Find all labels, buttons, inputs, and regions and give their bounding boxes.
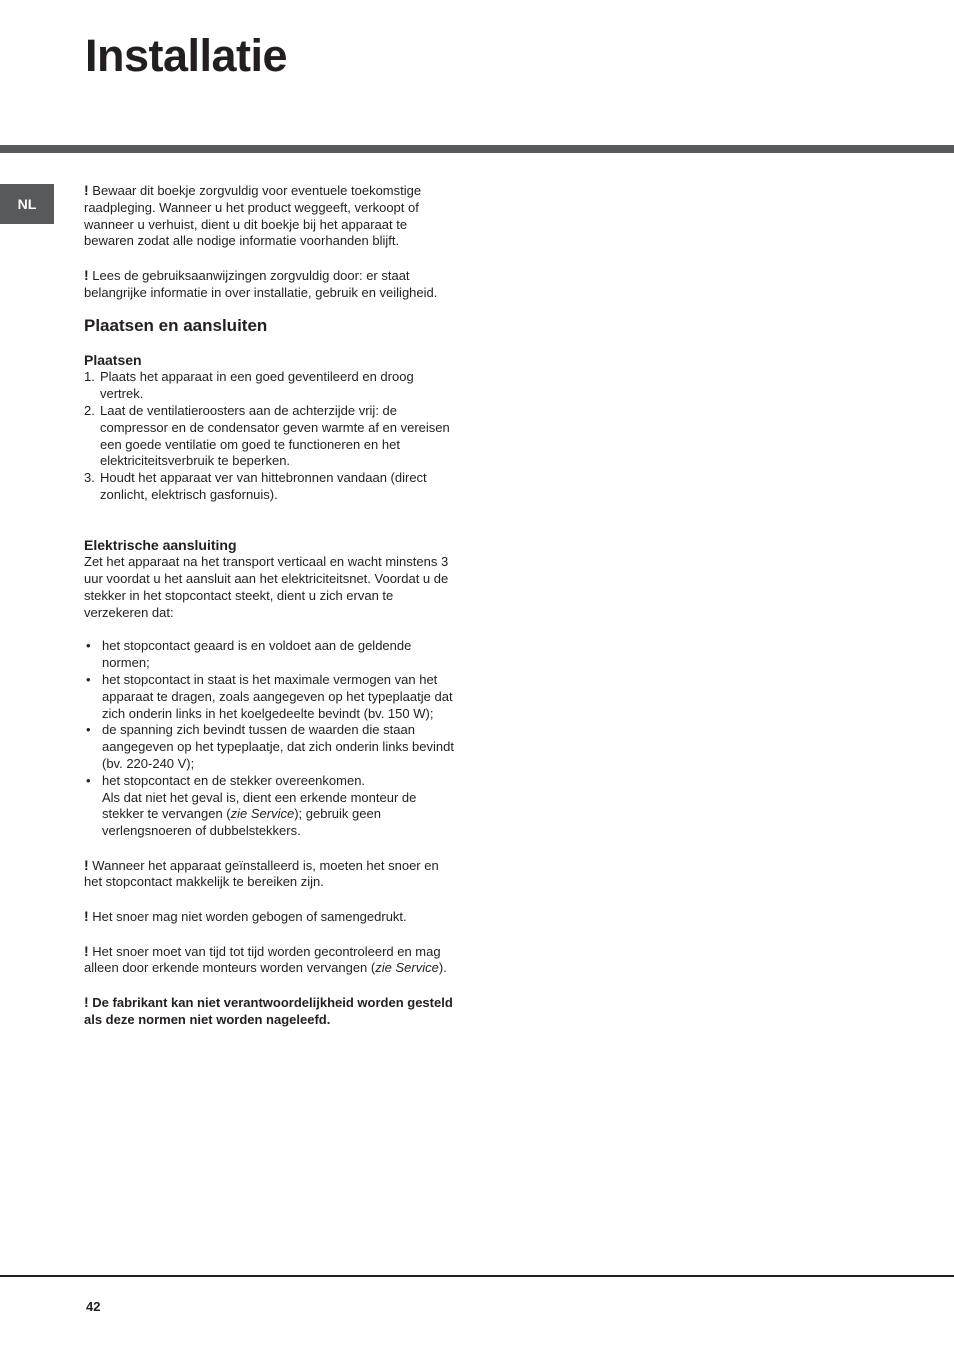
notice-text: De fabrikant kan niet verantwoordelijkheid worden gesteld als deze normen niet worden nageleefd. xyxy=(84,995,453,1027)
bullet-mark: • xyxy=(86,671,91,687)
warning-mark: ! xyxy=(84,856,89,873)
step-text: Plaats het apparaat in een goed geventileerd en droog vertrek. xyxy=(100,369,414,402)
bullet-text: de spanning zich bevindt tussen de waarden die staan aangegeven op het typeplaatje, dat zich onderin links bevindt (bv. 220-240 V); xyxy=(102,722,454,771)
bullet-mark: • xyxy=(86,772,91,788)
notice-read-instructions xyxy=(84,267,460,302)
notice-cable-bend xyxy=(84,908,460,926)
bullet-text: ); gebruik geen verlengsnoeren of dubbelstekkers. xyxy=(102,806,381,839)
bullet-text: Als dat niet het geval is, dient een erkende monteur de stekker te vervangen ( xyxy=(102,789,417,822)
notice-text: Het snoer mag niet worden gebogen of samengedrukt. xyxy=(92,909,407,925)
list-item xyxy=(84,369,460,403)
bullet-text: het stopcontact geaard is en voldoet aan de geldende normen; xyxy=(102,638,412,671)
notice-text: Het snoer moet van tijd tot tijd worden gecontroleerd en mag alleen door erkende monteurs worden vervangen ( xyxy=(84,943,441,976)
list-item xyxy=(84,403,460,470)
notice-text: Wanneer het apparaat geïnstalleerd is, moeten het snoer en het stopcontact makkelijk te bereiken zijn. xyxy=(84,857,439,890)
electrical-checklist xyxy=(84,638,460,840)
warning-mark: ! xyxy=(84,994,89,1011)
notice-text: Bewaar dit boekje zorgvuldig voor eventuele toekomstige raadpleging. Wanneer u het product weggeeft, verkoopt of wanneer u verhuist, dient u dit boekje bij het apparaat te bewaren zodat alle nodige informatie voorhanden blijft. xyxy=(84,183,422,249)
warning-mark: ! xyxy=(84,266,89,283)
list-item xyxy=(84,638,460,672)
list-item xyxy=(84,470,460,504)
step-text: Laat de ventilatieroosters aan de achterzijde vrij: de compressor en de condensator geven warmte af en vereisen een goede ventilatie om goed te functioneren en het elektriciteitsverbruik te beperken. xyxy=(100,402,450,469)
subsection-title-electrical: Elektrische aansluiting xyxy=(84,537,237,554)
language-tab: NL xyxy=(0,184,54,224)
footer-divider xyxy=(0,1275,954,1277)
placing-steps-list xyxy=(84,369,460,503)
warning-mark: ! xyxy=(84,942,89,959)
notice-manufacturer-liability xyxy=(84,994,460,1029)
notice-accessible-plug xyxy=(84,857,460,892)
step-number: 3. xyxy=(84,470,95,486)
notice-cable-check xyxy=(84,943,460,978)
main-content xyxy=(84,182,460,1029)
warning-mark: ! xyxy=(84,182,89,198)
page-title: Installatie xyxy=(85,30,288,81)
list-item xyxy=(84,722,460,772)
notice-keep-booklet xyxy=(84,182,460,250)
step-number: 1. xyxy=(84,369,95,385)
subsection-title-placing: Plaatsen xyxy=(84,352,142,369)
section-title: Plaatsen en aansluiten xyxy=(84,315,268,335)
warning-mark: ! xyxy=(84,908,89,925)
bullet-mark: • xyxy=(86,638,91,654)
list-item xyxy=(84,672,460,722)
bullet-mark: • xyxy=(86,722,91,738)
header-divider xyxy=(0,145,954,153)
service-reference: zie Service xyxy=(375,960,439,976)
bullet-text: het stopcontact in staat is het maximale vermogen van het apparaat te dragen, zoals aangegeven op het typeplaatje dat zich onderin links in het koelgedeelte bevindt (bv. 150 W); xyxy=(102,671,453,721)
list-item xyxy=(84,773,460,840)
page-number: 42 xyxy=(86,1299,101,1314)
bullet-text: het stopcontact en de stekker overeenkomen. xyxy=(102,772,366,788)
step-number: 2. xyxy=(84,402,95,418)
step-text: Houdt het apparaat ver van hittebronnen vandaan (direct zonlicht, elektrisch gasfornuis). xyxy=(100,470,427,502)
notice-text: Lees de gebruiksaanwijzingen zorgvuldig door: er staat belangrijke informatie in over installatie, gebruik en veiligheid. xyxy=(84,267,438,300)
notice-text: ). xyxy=(438,960,447,976)
electrical-intro: Zet het apparaat na het transport verticaal en wacht minstens 3 uur voordat u het aansluit aan het elektriciteitsnet. Voordat u de stekker in het stopcontact steekt, dient u zich ervan te verzekeren dat: xyxy=(84,554,449,620)
service-reference: zie Service xyxy=(230,806,295,822)
